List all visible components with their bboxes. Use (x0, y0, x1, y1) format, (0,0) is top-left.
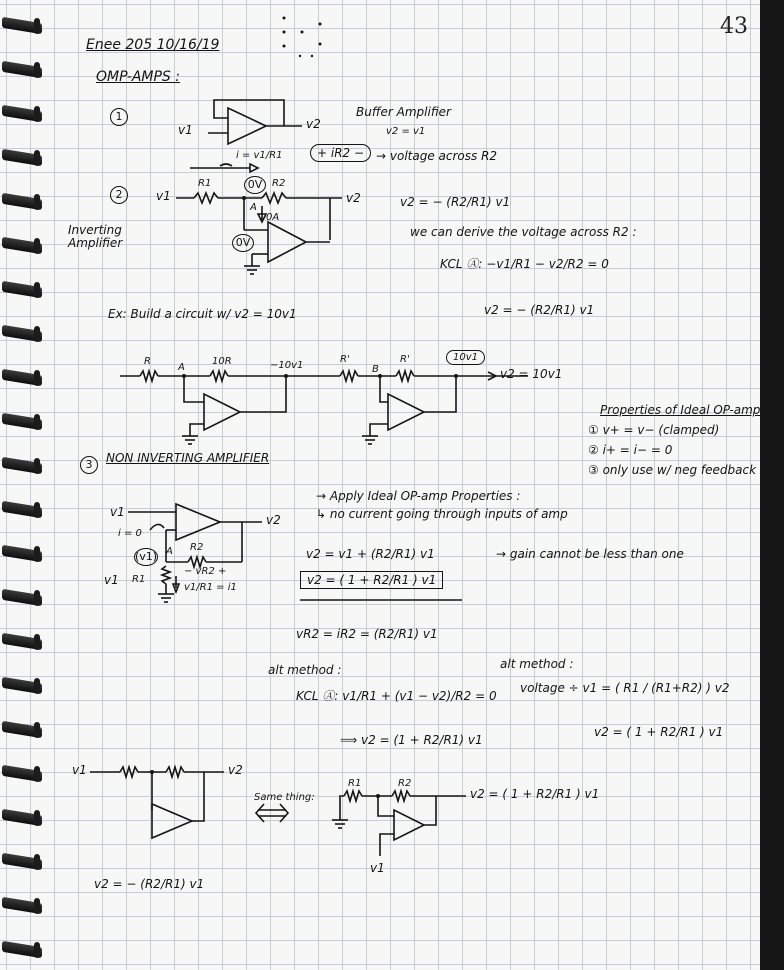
noninv-v1-top: v1 (110, 505, 125, 519)
section2-number: 2 (110, 186, 128, 204)
noninv-node-a: A (166, 546, 173, 557)
buffer-arrow-note: → voltage across R2 (376, 149, 498, 163)
bottom-r2-label: R2 (398, 778, 412, 789)
header-course-date: Enee 205 10/16/19 (86, 37, 220, 53)
buffer-equation: v2 = v1 (386, 126, 426, 137)
inverting-amplifier-circuit (176, 193, 342, 274)
alt1-title: alt method : (268, 663, 342, 677)
same-thing-label: Same thing: (254, 792, 315, 803)
cascade-circuit (120, 371, 528, 444)
bottom-r1-label: R1 (348, 778, 362, 789)
inv-derive-note: we can derive the voltage across R2 : (410, 225, 637, 239)
inv-result-eq: v2 = − (R2/R1) v1 (484, 303, 595, 317)
property-item-1: ① v+ = v− (clamped) (588, 423, 720, 437)
noninv-v1-left: v1 (104, 573, 119, 587)
bottom-v1-label: v1 (72, 763, 87, 777)
inv-gain-eq: v2 = − (R2/R1) v1 (400, 195, 511, 209)
section1-number: 1 (110, 108, 128, 126)
buffer-v2-label: v2 (306, 117, 321, 131)
noninv-i1: v1/R1 = i1 (184, 582, 237, 593)
bottom-right-eq: v2 = ( 1 + R2/R1 ) v1 (470, 787, 600, 801)
inverting-label: Inverting Amplifier (68, 223, 123, 251)
section3-note1: → Apply Ideal OP-amp Properties : (316, 489, 521, 503)
section3-number: 3 (80, 456, 98, 474)
inv-node-a: A (250, 202, 257, 213)
inv-kcl-eq: KCL Ⓐ: −v1/R1 − v2/R2 = 0 (440, 257, 609, 271)
inv-zero-a: 0A (266, 212, 280, 223)
bottom-right-circuit (332, 791, 466, 856)
ex-rprime1: R' (340, 354, 350, 365)
inv-0v-left: 0V (232, 234, 254, 252)
bottom-v1-input: v1 (370, 861, 385, 875)
noninv-vr2-eq: vR2 = iR2 = (R2/R1) v1 (296, 627, 438, 641)
buffer-oval-label: + iR2 − (310, 144, 371, 162)
noninv-boxed-eq: v2 = ( 1 + R2/R1 ) v1 (300, 571, 443, 589)
noninv-v1-node: (v1) (134, 548, 158, 566)
inv-v2-label: v2 (346, 191, 361, 205)
bottom-left-eq: v2 = − (R2/R1) v1 (94, 877, 205, 891)
noninv-gain-note: → gain cannot be less than one (496, 547, 684, 561)
header-dots (283, 17, 322, 58)
header-topic: OMP-AMPS : (96, 69, 180, 85)
alt2-divider-eq: voltage ÷ v1 = ( R1 / (R1+R2) ) v2 (520, 681, 730, 695)
buffer-current: i = v1/R1 (236, 150, 283, 161)
ex-rprime2: R' (400, 354, 410, 365)
inv-r2-label: R2 (272, 178, 286, 189)
inv-r1-label: R1 (198, 178, 212, 189)
buffer-v1-label: v1 (178, 123, 193, 137)
equivalence-arrow (256, 804, 288, 822)
alt1-kcl: KCL Ⓐ: v1/R1 + (v1 − v2)/R2 = 0 (296, 689, 497, 703)
property-item-3: ③ only use w/ neg feedback (588, 463, 757, 477)
example-prompt: Ex: Build a circuit w/ v2 = 10v1 (108, 307, 297, 321)
section3-note2: ↳ no current going through inputs of amp (316, 507, 568, 521)
ex-r-label: R (144, 356, 151, 367)
page-number: 43 (720, 14, 748, 39)
ex-out1-label: −10v1 (270, 360, 304, 371)
noninv-v2-label: v2 (266, 513, 281, 527)
noninv-i0: i = 0 (118, 528, 142, 539)
ex-oval-label: 10v1 (446, 350, 485, 365)
alt1-result: ⟹ v2 = (1 + R2/R1) v1 (340, 733, 483, 747)
property-item-2: ② i+ = i− = 0 (588, 443, 673, 457)
ex-node-b: B (372, 364, 379, 375)
ex-10r-label: 10R (212, 356, 232, 367)
bottom-left-circuit (90, 767, 224, 838)
properties-title: Properties of Ideal OP-amp (600, 403, 761, 417)
noninv-r1-label: R1 (132, 574, 146, 585)
ex-node-a: A (178, 362, 185, 373)
bottom-v2-label: v2 (228, 763, 243, 777)
noninv-r2-label: R2 (190, 542, 204, 553)
noninv-eq1: v2 = v1 + (R2/R1) v1 (306, 547, 435, 561)
section3-title: NON INVERTING AMPLIFIER (106, 451, 270, 465)
buffer-arrow-note-text: voltage across R2 (389, 149, 498, 163)
alt2-result: v2 = ( 1 + R2/R1 ) v1 (594, 725, 724, 739)
inv-v1-label: v1 (156, 189, 171, 203)
ex-final-eq: v2 = 10v1 (500, 367, 563, 381)
noninv-vr2: − vR2 + (184, 566, 227, 577)
alt2-title: alt method : (500, 657, 574, 671)
inv-0v-top: 0V (244, 176, 266, 194)
buffer-amplifier-circuit (190, 100, 302, 172)
buffer-title: Buffer Amplifier (356, 105, 451, 119)
